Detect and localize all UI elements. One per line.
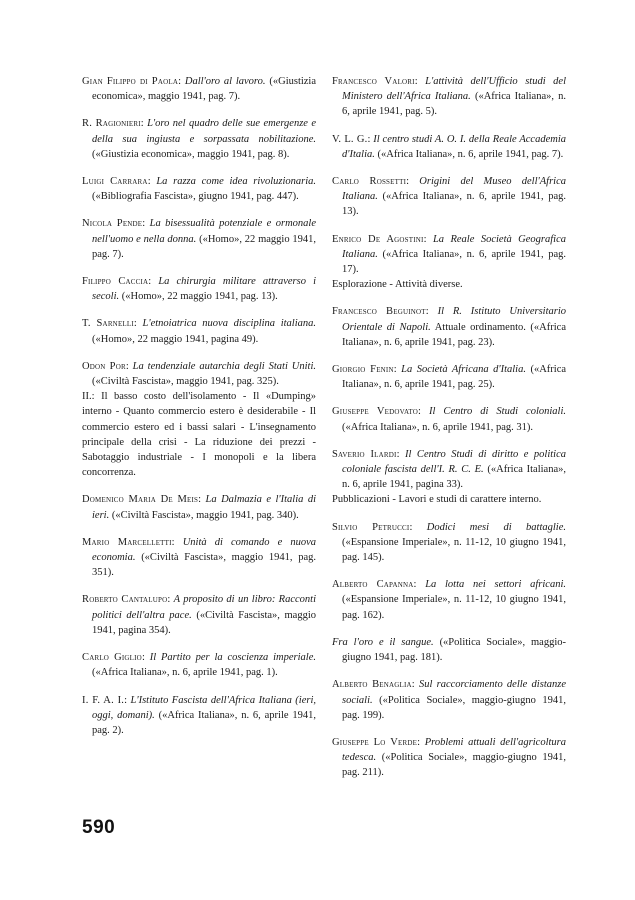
entry-source: («Espansione Imperiale», n. 11-12, 10 giugno 1941, pag. 162). — [342, 594, 566, 621]
bibliography-entry: Giuseppe Lo Verde: Problemi attuali dell'agricoltura tedesca. («Politica Sociale», maggio-giugno 1941, pag. 211). — [332, 736, 567, 779]
entry-source: («Africa Italiana», n. 6, aprile 1941, pag. 31). — [342, 421, 533, 433]
entry-author: I. F. A. I. — [82, 694, 125, 706]
entry-title: A proposito di un libro: Racconti politici dell'altra pace. — [92, 594, 316, 621]
entry-source: («Africa Italiana», n. 6, aprile 1941, pag. 13). — [342, 191, 566, 218]
bibliography-entry: Mario Marcelletti: Unità di comando e nuova economia. («Civiltà Fascista», maggio 1941, pag. 351). — [82, 536, 317, 579]
bibliography-entry: Saverio Ilardi: Il Centro Studi di diritto e politica coloniale fascista dell'I. R. C. E. («Africa Italiana», n. 6, aprile 1941, pagina 33). Pubblicazioni - Lavori e studi di carattere interno. — [332, 447, 566, 508]
entry-source: («Homo», 22 maggio 1941, pagina 49). — [92, 333, 259, 345]
entry-source: («Africa Italiana», n. 6, aprile 1941, pag. 2). — [92, 709, 316, 736]
entry-source: («Bibliografia Fascista», giugno 1941, pag. 447). — [92, 191, 299, 203]
entry-title: La lotta nei settori africani. — [425, 579, 566, 591]
bibliography-entry: Luigi Carrara: La razza come idea rivoluzionaria. («Bibliografia Fascista», giugno 1941, pag. 447). — [82, 176, 316, 203]
entry-source: («Politica Sociale», maggio-giugno 1941, pag. 181). — [342, 636, 566, 664]
entry-source: («Homo», 22 maggio 1941, pag. 7). — [92, 233, 317, 260]
entry-title: Unità di comando e nuova economia. — [92, 536, 317, 564]
entry-source: («Giustizia economica», maggio 1941, pag. 8). — [92, 148, 290, 160]
bibliography-entry: Carlo Rossetti: Origini del Museo dell'Africa Italiana. («Africa Italiana», n. 6, aprile 1941, pag. 13). — [332, 176, 566, 218]
bibliography-entry: V. L. G.: Il centro studi A. O. I. della Reale Accademia d'Italia. («Africa Italiana», n. 6, aprile 1941, pag. 7). — [332, 133, 567, 160]
entry-title: Sul raccorciamento delle distanze sociali. — [342, 679, 566, 706]
entry-title: Il R. Istituto Universitario Orientale di Napoli. — [342, 306, 566, 333]
entry-author: Filippo Caccia — [82, 276, 149, 288]
bibliography-entry: Francesco Beguinot: Il R. Istituto Universitario Orientale di Napoli. Attuale ordinamento. («Africa Italiana», n. 6, aprile 1941, pag. 23). — [332, 306, 566, 348]
entry-title: La Reale Società Geografica Italiana. — [342, 233, 567, 260]
entry-author: Silvio Petrucci — [332, 521, 410, 533]
entry-title: L'attività dell'Ufficio studi del Ministero dell'Africa Italiana. — [342, 76, 566, 103]
entry-source: («Giustizia economica», maggio 1941, pag. 7). — [92, 76, 317, 103]
right-column — [332, 74, 566, 793]
bibliography-entry: Giuseppe Vedovato: Il Centro di Studi coloniali. («Africa Italiana», n. 6, aprile 1941, pag. 31). — [332, 406, 566, 433]
bibliography-entry: I. F. A. I.: L'Istituto Fascista dell'Africa Italiana (ieri, oggi, domani). («Africa Italiana», n. 6, aprile 1941, pag. 2). — [82, 694, 316, 736]
entry-source: («Africa Italiana», n. 6, aprile 1941, pag. 1). — [92, 667, 278, 679]
entry-title: La bisessualità potenziale e ormonale nell'uomo e nella donna. — [92, 218, 316, 245]
bibliography-entry: Francesco Valori: L'attività dell'Ufficio studi del Ministero dell'Africa Italiana. («Africa Italiana», n. 6, aprile 1941, pag. 5). — [332, 76, 566, 118]
entry-title: L'oro nel quadro delle sue emergenze e della sua ingiusta e sorpassata nobilitazione. — [92, 118, 317, 145]
entry-author: Gian Filippo di Paola — [82, 76, 179, 87]
entry-author: Saverio Ilardi — [332, 448, 397, 460]
entry-author: T. Sarnelli — [82, 318, 134, 330]
entry-title: Dall'oro al lavoro. — [184, 76, 266, 87]
bibliography-entry: Gian Filippo di Paola: Dall'oro al lavoro. («Giustizia economica», maggio 1941, pag. 7). — [82, 76, 317, 103]
bibliography-entry: Domenico Maria De Meis: La Dalmazia e l'Italia di ieri. («Civiltà Fascista», maggio 1941, pag. 340). — [82, 494, 317, 521]
entry-title: La tendenziale autarchia degli Stati Uniti. — [132, 360, 316, 372]
entry-author: Giuseppe Lo Verde — [332, 736, 418, 748]
bibliography-entry: Filippo Caccia: La chirurgia militare attraverso i secoli. («Homo», 22 maggio 1941, pag. 13). — [82, 276, 316, 303]
entry-author: Luigi Carrara — [82, 176, 148, 188]
bibliography-entry: Carlo Giglio: Il Partito per la coscienza imperiale. («Africa Italiana», n. 6, aprile 1941, pag. 1). — [82, 652, 317, 679]
entry-source: («Civiltà Fascista», maggio 1941, pag. 340). — [111, 509, 299, 521]
page-number: 590 — [82, 817, 116, 838]
bibliography-entry: Alberto Benaglia: Sul raccorciamento delle distanze sociali. («Politica Sociale», maggio-giugno 1941, pag. 199). — [332, 679, 567, 721]
bibliography-entry: T. Sarnelli: L'etnoiatrica nuova disciplina italiana. («Homo», 22 maggio 1941, pagina 49). — [82, 318, 316, 345]
entry-title: La Dalmazia e l'Italia di ieri. — [92, 494, 317, 521]
entry-source: («Espansione Imperiale», n. 11-12, 10 giugno 1941, pag. 145). — [342, 536, 566, 564]
entry-author: Alberto Capanna — [332, 579, 414, 591]
entry-title: L'Istituto Fascista dell'Africa Italiana (ieri, oggi, domani). — [92, 694, 316, 721]
bibliography-entry: Nicola Pende: La bisessualità potenziale e ormonale nell'uomo e nella donna. («Homo», 22 maggio 1941, pag. 7). — [82, 218, 317, 260]
entry-source: Attuale ordinamento. («Africa Italiana», n. 6, aprile 1941, pag. 23). — [342, 321, 566, 348]
entry-source: («Civiltà Fascista», maggio 1941, pag. 325). — [92, 376, 279, 388]
bibliography-entry: Alberto Capanna: La lotta nei settori africani. («Espansione Imperiale», n. 11-12, 10 giugno 1941, pag. 162). — [332, 579, 566, 621]
entry-author: Giorgio Fenin — [332, 364, 394, 376]
entry-title: Il Centro Studi di diritto e politica coloniale fascista dell'I. R. C. E. — [342, 448, 567, 476]
bibliography-entry: Enrico De Agostini: La Reale Società Geografica Italiana. («Africa Italiana», n. 6, aprile 1941, pag. 17). Esplorazione - Attività diverse. — [332, 232, 566, 293]
entry-source: («Civiltà Fascista», maggio 1941, pag. 351). — [92, 552, 317, 579]
entry-title: Dodici mesi di battaglie. — [426, 521, 566, 533]
entry-source: («Politica Sociale», maggio-giugno 1941, pag. 199). — [342, 694, 567, 721]
bibliography-entry: Odon Por: La tendenziale autarchia degli Stati Uniti. («Civiltà Fascista», maggio 1941, pag. 325). II.: Il basso costo dell'isolamento - Il «Dumping» interno - Quanto commercio estero è desiderabile - Il commercio estero ed i bassi salari - L'insegnamento principale della crisi - La riduzione dei prezzi - Sabotaggio industriale - I monopoli e la libera concorrenza. — [82, 359, 316, 481]
entry-author: Domenico Maria De Meis — [82, 494, 199, 506]
entry-author: Francesco Beguinot — [332, 306, 426, 318]
entry-source: («Africa Italiana», n. 6, aprile 1941, pag. 25). — [342, 364, 567, 391]
entry-author: Carlo Rossetti — [332, 176, 407, 188]
bibliography-entry: Silvio Petrucci: Dodici mesi di battaglie. («Espansione Imperiale», n. 11-12, 10 giugno 1941, pag. 145). — [332, 521, 566, 564]
entry-author: V. L. G. — [332, 133, 368, 145]
bibliography-entry: Roberto Cantalupo: A proposito di un libro: Racconti politici dell'altra pace. («Civiltà Fascista», maggio 1941, pagina 354). — [82, 594, 316, 636]
entry-title: Il Centro di Studi coloniali. — [429, 406, 566, 418]
entry-author: Roberto Cantalupo — [82, 594, 168, 606]
entry-source: («Politica Sociale», maggio-giugno 1941, pag. 211). — [342, 752, 567, 779]
entry-source: («Homo», 22 maggio 1941, pag. 13). — [121, 291, 278, 303]
entry-author: Mario Marcelletti — [82, 536, 172, 548]
left-column — [82, 74, 316, 750]
entry-author: Odon Por — [82, 360, 126, 372]
entry-author: Enrico De Agostini — [332, 233, 424, 245]
entry-title: La razza come idea rivoluzionaria. — [156, 176, 316, 188]
entry-author: Francesco Valori — [332, 76, 415, 87]
entry-author: Nicola Pende — [82, 218, 143, 230]
entry-title: Fra l'oro e il sangue. — [332, 636, 434, 648]
entry-author: Giuseppe Vedovato — [332, 406, 419, 418]
entry-source: («Africa Italiana», n. 6, aprile 1941, pag. 7). — [377, 148, 564, 160]
entry-note: Esplorazione - Attività diverse. — [332, 279, 463, 291]
entry-source: («Africa Italiana», n. 6, aprile 1941, pag. 17). — [342, 248, 566, 276]
bibliography-entry — [332, 635, 566, 665]
entry-note: Pubblicazioni - Lavori e studi di carattere interno. — [332, 494, 542, 506]
entry-author: R. Ragionieri — [82, 118, 141, 130]
bibliography-entry: R. Ragionieri: L'oro nel quadro delle sue emergenze e della sua ingiusta e sorpassata nobilitazione. («Giustizia economica», maggio 1941, pag. 8). — [82, 118, 317, 160]
entry-title: Origini del Museo dell'Africa Italiana. — [342, 176, 566, 203]
entry-title: Problemi attuali dell'agricoltura tedesca. — [342, 736, 567, 764]
entry-source: («Africa Italiana», n. 6, aprile 1941, pag. 5). — [342, 91, 566, 118]
entry-title: La Società Africana d'Italia. — [401, 364, 526, 376]
entry-author: Carlo Giglio — [82, 652, 142, 664]
entry-author: Alberto Benaglia — [332, 679, 412, 691]
entry-title: Il centro studi A. O. I. della Reale Accademia d'Italia. — [342, 133, 567, 160]
entry-source: («Africa Italiana», n. 6, aprile 1941, pagina 33). — [342, 464, 567, 491]
entry-note: II.: Il basso costo dell'isolamento - Il «Dumping» interno - Quanto commercio estero è desiderabile - Il commercio estero ed i bassi salari - L'insegnamento principale della crisi - La riduzione dei prezzi - Sabotaggio industriale - I monopoli e la libera concorrenza. — [82, 391, 316, 479]
entry-title: L'etnoiatrica nuova disciplina italiana. — [142, 318, 316, 330]
bibliography-entry: Giorgio Fenin: La Società Africana d'Italia. («Africa Italiana», n. 6, aprile 1941, pag. 25). — [332, 364, 567, 391]
entry-title: La chirurgia militare attraverso i secoli. — [92, 276, 316, 303]
entry-title: Il Partito per la coscienza imperiale. — [149, 652, 317, 664]
entry-source: («Civiltà Fascista», maggio 1941, pagina 354). — [92, 609, 316, 636]
